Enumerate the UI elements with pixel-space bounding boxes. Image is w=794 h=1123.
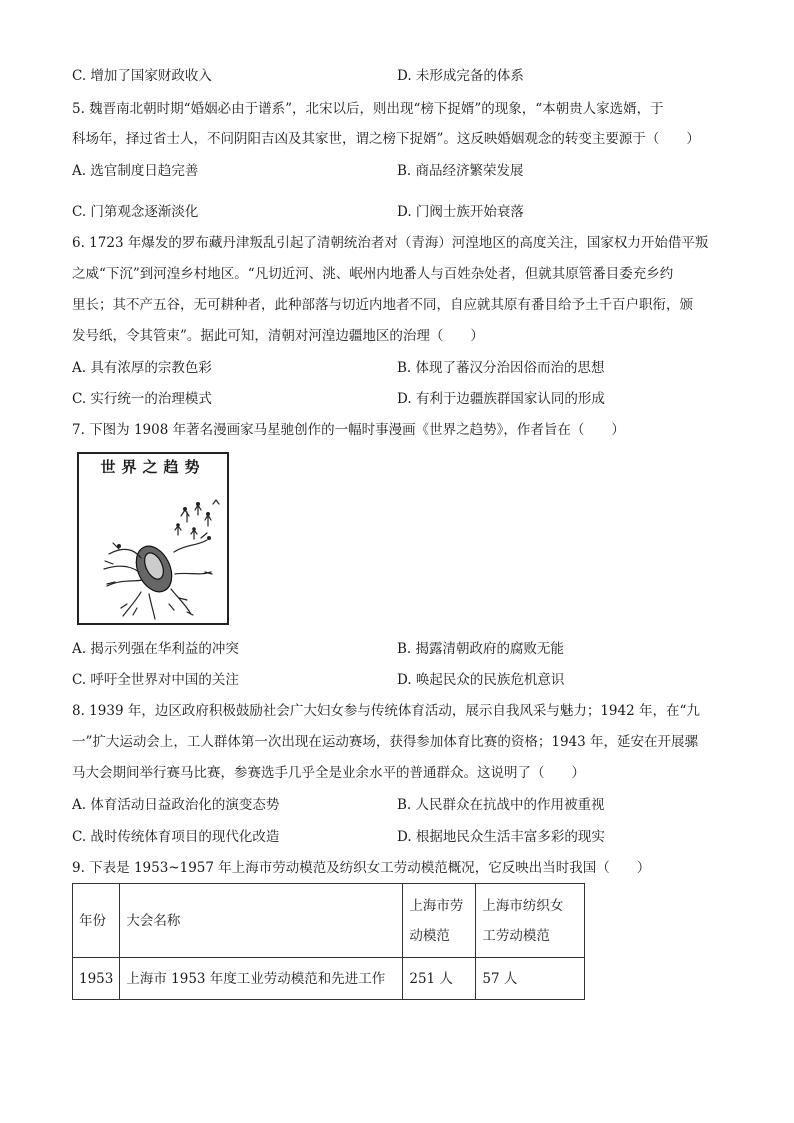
q5-option-d: D. 门阀士族开始衰落 [397,204,524,220]
q8-option-a: A. 体育活动日益政治化的演变态势 [72,797,280,813]
q8-option-b: B. 人民群众在抗战中的作用被重视 [397,797,605,813]
cell-name: 上海市 1953 年度工业劳动模范和先进工作 [120,958,403,1000]
q8-stem-line3: 马大会期间举行赛马比赛，参赛选手几乎全是业余水平的普通群众。这说明了（ ） [72,765,585,781]
q8-stem-line2: 一”扩大运动会上，工人群体第一次出现在运动赛场，获得参加体育比赛的资格；1943 年，延安在开展骡 [72,734,699,750]
q8-option-c: C. 战时传统体育项目的现代化改造 [72,829,280,845]
q6-option-c: C. 实行统一的治理模式 [72,391,212,407]
q5-stem-line2: 科场年，择过省士人，不问阴阳吉凶及其家世，谓之榜下捉婿”。这反映婚姻观念的转变主要源于（ ） [72,131,700,147]
q6-option-d: D. 有利于边疆族群国家认同的形成 [397,391,605,407]
q5-option-c: C. 门第观念逐渐淡化 [72,204,199,220]
q7-option-d: D. 唤起民众的民族危机意识 [397,672,565,688]
q7-option-c: C. 呼吁全世界对中国的关注 [72,672,239,688]
header-female-line1: 上海市纺织女 [482,897,564,914]
q6-stem-line3: 里长；其不产五谷，无可耕种者，此种部落与切近内地者不同，自应就其原有番目给予土千百户职衔，颁 [72,297,693,313]
q5-stem-line1: 5. 魏晋南北朝时期“婚姻必由于谱系”，北宋以后，则出现“榜下捉婿”的现象，“本朝贵人家选婿，于 [72,101,664,117]
cartoon-image [77,452,229,625]
q6-option-a: A. 具有浓厚的宗教色彩 [72,360,212,376]
q4-option-c: C. 增加了国家财政收入 [72,68,212,84]
cartoon-drawing [79,454,227,623]
q6-stem-line4: 发号纸，令其管束”。据此可知，清朝对河湟边疆地区的治理（ ） [72,328,484,344]
table-header-row [73,884,585,958]
header-female-line2: 工劳动模范 [482,927,550,944]
header-name: 大会名称 [120,884,403,958]
q7-option-b: B. 揭露清朝政府的腐败无能 [397,641,565,657]
cell-year: 1953 [73,958,120,1000]
header-models-line2: 动模范 [409,927,450,944]
table-row [73,958,585,1000]
q6-option-b: B. 体现了蕃汉分治因俗而治的思想 [397,360,605,376]
q8-option-d: D. 根据地民众生活丰富多彩的现实 [397,829,605,845]
q6-stem-line1: 6. 1723 年爆发的罗布藏丹津叛乱引起了清朝统治者对（青海）河湟地区的高度关注，国家权力开始借平叛 [72,235,709,251]
cell-female: 57 人 [476,958,585,1000]
q5-option-a: A. 选官制度日趋完善 [72,163,199,179]
q5-option-b: B. 商品经济繁荣发展 [397,163,524,179]
header-models [403,884,476,958]
cell-models: 251 人 [403,958,476,1000]
q8-stem-line1: 8. 1939 年，边区政府积极鼓励社会广大妇女参与传统体育活动，展示自我风采与魅力；1942 年，在“九 [72,703,700,719]
header-female-models [476,884,585,958]
header-year: 年份 [73,884,120,958]
q7-option-a: A. 揭示列强在华利益的冲突 [72,641,239,657]
q4-option-d: D. 未形成完备的体系 [397,68,524,84]
q9-table [72,883,585,1000]
cartoon-title: 世界之趋势 [100,458,206,476]
q9-stem: 9. 下表是 1953~1957 年上海市劳动模范及纺织女工劳动模范概况，它反映出当时我国（ ） [72,860,651,876]
header-models-line1: 上海市劳 [409,897,464,914]
q6-stem-line2: 之威“下沉”到河湟乡村地区。“凡切近河、洮、岷州内地番人与百姓杂处者，但就其原管番目委充乡约 [72,266,674,282]
q7-stem: 7. 下图为 1908 年著名漫画家马星驰创作的一幅时事漫画《世界之趋势》，作者旨在（ ） [72,422,625,438]
